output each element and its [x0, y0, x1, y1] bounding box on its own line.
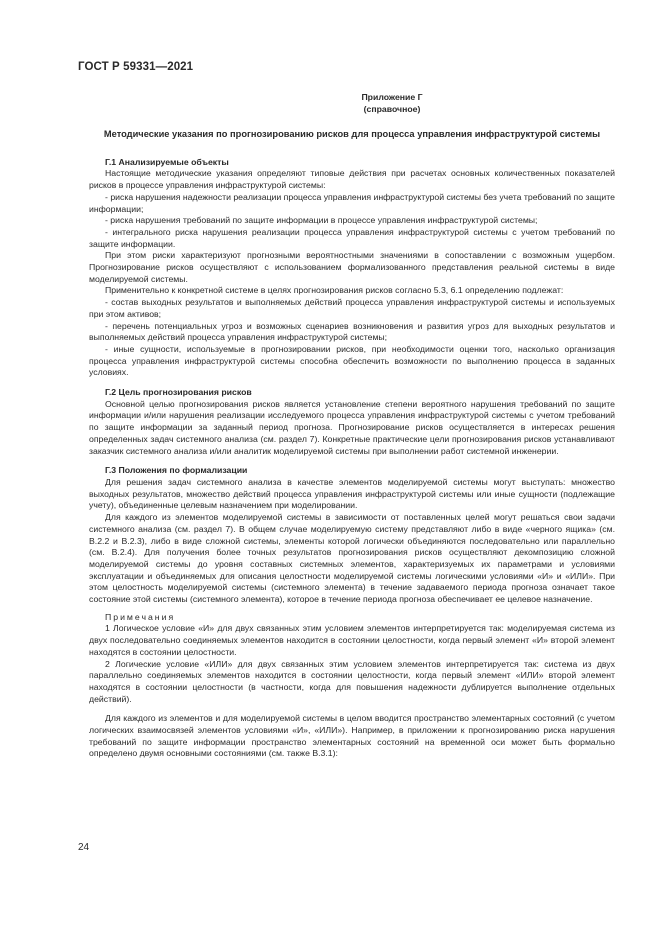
standard-number: ГОСТ Р 59331—2021	[78, 61, 194, 73]
document-title: Методические указания по прогнозированию рисков для процесса управления инфраструктурой системы	[103, 129, 601, 140]
list-item: - риска нарушения требований по защите информации в процессе управления инфраструктурой системы;	[105, 215, 538, 226]
notes-block	[89, 612, 615, 706]
list-item: - состав выходных результатов и выполняемых действий процесса управления инфраструктурой системы и используемых при этом активов;	[89, 297, 615, 319]
note-item: 1 Логическое условие «И» для двух связанных этим условием элементов интерпретируется так: моделируемая система из двух последовательно соединяемых элементов находится в состоянии целостности, когда первый элемент «И» второй элемент находятся в состоянии целостности.	[89, 623, 615, 657]
notes-heading: Примечания	[105, 611, 176, 622]
list-item: - иные сущности, используемые в прогнозировании рисков, при необходимости оценки того, насколько организация процесса управления инфраструктурой системы способна обеспечить возможности по выполнению процесса в заданных условиях.	[89, 343, 615, 378]
list-item: - риска нарушения надежности реализации процесса управления инфраструктурой системы без учета требований по защите информации;	[89, 191, 615, 214]
section-heading: Г.2 Цель прогнозирования рисков	[105, 387, 252, 398]
paragraph: Для каждого из элементов моделируемой системы в зависимости от поставленных целей могут решаться свои задачи системного анализа (см. раздел 7). В общем случае моделируемую систему представляют либо в виде «черного ящика» (см. В.2.2 и В.2.3), либо в виде сложной системы, элементы которой логически объединяются последовательно или параллельно (см. В.2.4). Для получения более точных результатов прогнозирования рисков осуществляют декомпозицию сложной моделируемой системы до уровня составных системных элементов, характеризуемых их параметрами и условиями эксплуатации и объединяемых для описания целостности моделируемой системы логическими условиями «И» и «ИЛИ». При этом целостность моделируемой системы (системного элемента) в течение задаваемого периода прогноза означает такое состояние этой системы (системного элемента), которое в течение периода прогноза обеспечивает ее целевое назначение.	[89, 512, 615, 605]
list-item: - интегрального риска нарушения реализации процесса управления инфраструктурой системы с учетом требований по защите информации.	[89, 226, 615, 249]
paragraph: Основной целью прогнозирования рисков является установление степени вероятного нарушения требований по защите информации и/или нарушения реализации исследуемого процесса управления инфраструктурой системы с учетом требований по защите информации за заданный период прогноза. Прогнозирование рисков осуществляется в интересах решения определенных задач системного анализа (см. раздел 7). Конкретные практические цели прогнозирования рисков устанавливают заказчик системного анализа и/или аналитик моделируемой системы при выполнении работ системной инженерии.	[89, 398, 615, 456]
paragraph: Для решения задач системного анализа в качестве элементов моделируемой системы могут выступать: множество выходных результатов, множество действий процесса управления инфраструктурой системы или иные сущности (подлежащие учету), объединенные целевым назначением при моделировании.	[89, 476, 615, 511]
paragraph: Настоящие методические указания определяют типовые действия при расчетах основных количественных показателей рисков в процессе управления инфраструктурой системы:	[89, 168, 615, 191]
paragraph: Применительно к конкретной системе в целях прогнозирования рисков согласно 5.3, 6.1 определению подлежат:	[105, 285, 564, 296]
page-number: 24	[78, 842, 90, 853]
appendix-label: Приложение Г	[361, 92, 423, 102]
section-heading: Г.3 Положения по формализации	[105, 465, 248, 476]
note-item: 2 Логические условие «ИЛИ» для двух связанных этим условием элементов интерпретируется так: система из двух параллельно соединяемых элементов находится в состоянии целостности, когда первый элемент «ИЛИ» второй элемент находятся в состоянии целостности (в частности, когда для повышения надежности дублируется выполнение отдельных действий).	[89, 658, 615, 704]
paragraph: При этом риски характеризуют прогнозными вероятностными значениями в сопоставлении с возможным ущербом. Прогнозирование рисков осуществляют с использованием формализованного представления реальной системы в виде моделируемой системы.	[89, 250, 615, 284]
document-body	[89, 92, 615, 760]
section-heading: Г.1 Анализируемые объекты	[105, 156, 229, 167]
appendix-type: (справочное)	[363, 103, 421, 114]
paragraph: Для каждого из элементов и для моделируемой системы в целом вводится пространство элементарных состояний (с учетом логических взаимосвязей элементов условиями «И», «ИЛИ»). Например, в приложении к прогнозированию риска нарушения требований по защите информации пространство элементарных состояний на временной оси может быть формально определено двумя основными состояниями (см. также В.3.1):	[89, 713, 615, 759]
list-item: - перечень потенциальных угроз и возможных сценариев возникновения и развития угроз для выходных результатов и выполняемых действий процесса управления инфраструктурой системы;	[89, 320, 615, 343]
